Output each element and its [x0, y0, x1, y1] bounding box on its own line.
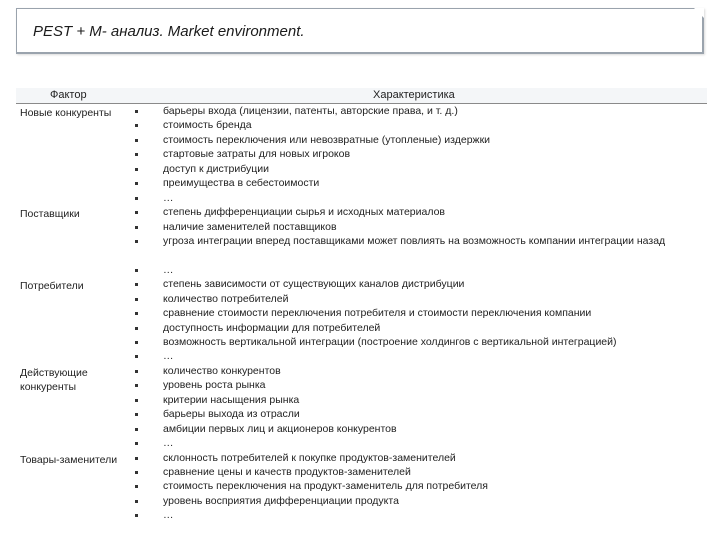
bullet-icon — [135, 471, 138, 474]
characteristic-text: … — [163, 191, 174, 204]
bullet-icon — [135, 124, 138, 127]
bullet-icon — [135, 211, 138, 214]
table-row — [16, 263, 707, 277]
characteristic-text: барьеры входа (лицензии, патенты, авторские права, и т. д.) — [163, 105, 458, 117]
table-row — [16, 104, 707, 118]
bullet-icon — [135, 197, 138, 200]
table-row — [16, 393, 707, 407]
characteristic-text: наличие заменителей поставщиков — [163, 220, 337, 233]
factor-label: Товары-заменители — [20, 453, 118, 466]
characteristic-text: степень зависимости от существующих каналов дистрибуции — [163, 278, 465, 291]
table-row — [16, 335, 707, 349]
factor-group — [16, 205, 707, 277]
factor-group — [16, 104, 707, 205]
slide-title: PEST + M- анализ. Market environment. — [33, 23, 305, 40]
characteristic-text: … — [163, 509, 174, 522]
bullet-icon — [135, 298, 138, 301]
bullet-icon — [135, 182, 138, 185]
table-header — [16, 88, 707, 104]
table-row — [16, 494, 707, 508]
bullet-icon — [135, 226, 138, 229]
characteristic-text: уровень роста рынка — [163, 379, 266, 392]
bullet-icon — [135, 370, 138, 373]
table-row — [16, 479, 707, 493]
bullet-icon — [135, 269, 138, 272]
factor-label: Новые конкуренты — [20, 107, 112, 119]
characteristic-text: склонность потребителей к покупке продуктов-заменителей — [163, 451, 456, 464]
table-row — [16, 133, 707, 147]
bullet-icon — [135, 283, 138, 286]
table-row — [16, 191, 707, 205]
table-row — [16, 364, 707, 378]
bullet-icon — [135, 312, 138, 315]
table-row — [16, 451, 707, 465]
bullet-icon — [135, 153, 138, 156]
bullet-icon — [135, 327, 138, 330]
bullet-icon — [135, 240, 138, 243]
characteristic-text: количество конкурентов — [163, 364, 281, 377]
bullet-icon — [135, 428, 138, 431]
table-body — [16, 104, 707, 523]
bullet-icon — [135, 399, 138, 402]
table-row — [16, 422, 707, 436]
bullet-icon — [135, 500, 138, 503]
table-row — [16, 176, 707, 190]
bullet-icon — [135, 139, 138, 142]
characteristic-text: … — [163, 437, 174, 450]
factor-group — [16, 277, 707, 364]
bullet-icon — [135, 457, 138, 460]
characteristic-text: … — [163, 350, 174, 363]
factor-label: Потребители — [20, 280, 84, 293]
table-row — [16, 378, 707, 392]
bullet-icon — [135, 168, 138, 171]
table-row — [16, 407, 707, 421]
slide-title-box — [16, 8, 704, 54]
table-row — [16, 306, 707, 320]
characteristic-text: сравнение цены и качеств продуктов-заменителей — [163, 465, 411, 478]
characteristic-text: доступ к дистрибуции — [163, 162, 270, 175]
characteristic-text: стоимость переключения на продукт-заменитель для потребителя — [163, 480, 488, 493]
title-box-corner — [694, 8, 704, 18]
factor-label: Поставщики — [20, 208, 80, 221]
characteristic-text: возможность вертикальной интеграции (построение холдингов с вертикальной интеграцией) — [163, 336, 617, 349]
bullet-icon — [135, 355, 138, 358]
bullet-icon — [135, 485, 138, 488]
table-row — [16, 349, 707, 363]
factor-group — [16, 364, 707, 451]
characteristic-text: стоимость бренда — [163, 119, 252, 132]
table-row — [16, 147, 707, 161]
table-row — [16, 234, 707, 263]
characteristic-text: угроза интеграции вперед поставщиками может повлиять на возможность компании интеграции назад — [163, 234, 666, 247]
characteristic-text: степень дифференциации сырья и исходных материалов — [163, 206, 446, 219]
characteristic-text: сравнение стоимости переключения потребителя и стоимости переключения компании — [163, 307, 592, 320]
characteristic-text: доступность информации для потребителей — [163, 321, 381, 334]
factor-table — [16, 88, 707, 523]
table-row — [16, 292, 707, 306]
characteristic-text: количество потребителей — [163, 292, 289, 305]
table-row — [16, 118, 707, 132]
bullet-icon — [135, 442, 138, 445]
table-row — [16, 321, 707, 335]
factor-group — [16, 451, 707, 523]
table-row — [16, 436, 707, 450]
characteristic-text: преимущества в себестоимости — [163, 177, 320, 190]
characteristic-text: амбиции первых лиц и акционеров конкурентов — [163, 422, 397, 435]
bullet-icon — [135, 341, 138, 344]
characteristic-text: стартовые затраты для новых игроков — [163, 148, 351, 161]
bullet-icon — [135, 110, 138, 113]
table-row — [16, 205, 707, 219]
table-row — [16, 162, 707, 176]
header-characteristic: Характеристика — [373, 89, 455, 101]
characteristic-text: критерии насыщения рынка — [163, 393, 300, 406]
factor-label: Действующие конкуренты — [20, 366, 88, 393]
header-factor: Фактор — [50, 89, 87, 101]
bullet-icon — [135, 514, 138, 517]
characteristic-text: … — [163, 263, 174, 276]
bullet-icon — [135, 384, 138, 387]
table-row — [16, 508, 707, 522]
bullet-icon — [135, 413, 138, 416]
table-row — [16, 277, 707, 291]
characteristic-text: стоимость переключения или невозвратные (утопленые) издержки — [163, 133, 491, 146]
table-row — [16, 220, 707, 234]
characteristic-text: уровень восприятия дифференциации продукта — [163, 494, 399, 507]
table-row — [16, 465, 707, 479]
characteristic-text: барьеры выхода из отрасли — [163, 408, 300, 421]
